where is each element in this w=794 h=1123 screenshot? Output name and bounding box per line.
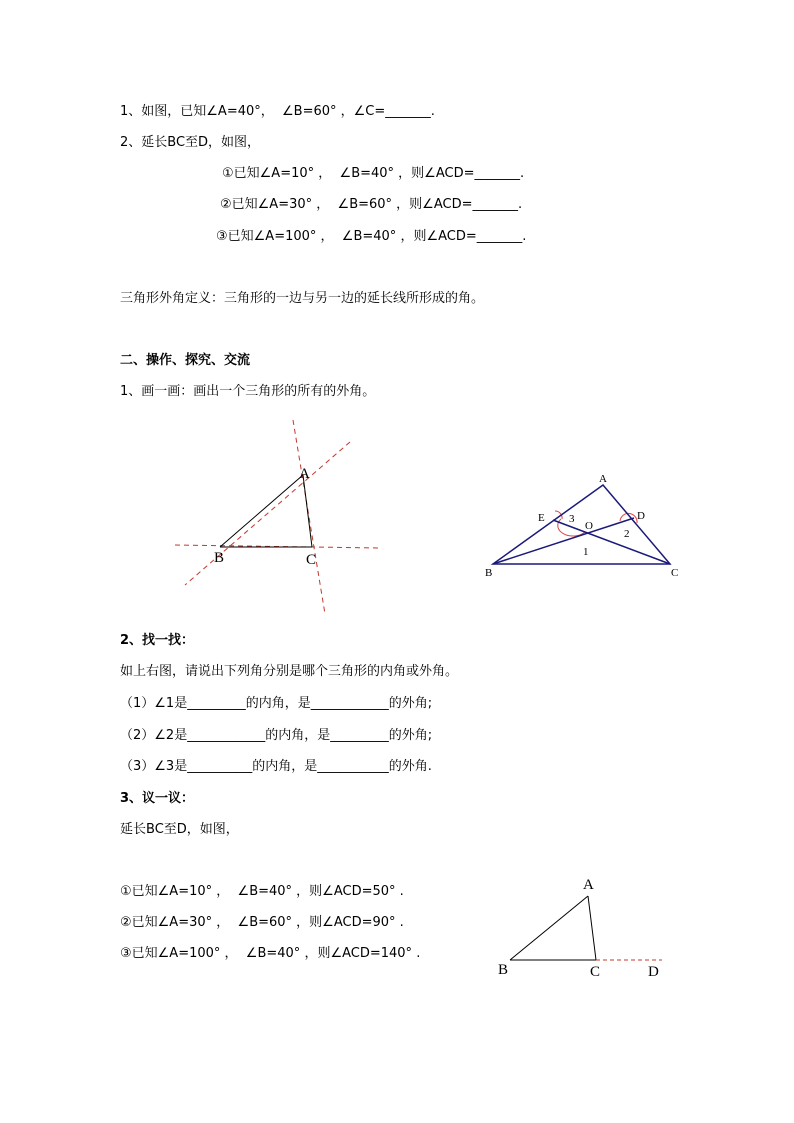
label-c: C [590,964,601,980]
question-1: 1、如图，已知∠A=40°， ∠B=60° ，∠C=_______. [120,104,435,119]
find-item-3: （3）∠3是__________的内角，是___________的外角. [120,759,432,774]
label-d: D [637,510,645,522]
label-a: A [599,473,607,485]
segment-bd [493,518,634,564]
label-b: B [485,567,493,579]
label-e: E [538,512,545,524]
label-o: O [585,520,593,532]
exterior-angle-definition: 三角形外角定义：三角形的一边与另一边的延长线所形成的角。 [120,291,485,306]
draw-task: 1、画一画：画出一个三角形的所有的外角。 [120,384,376,399]
label-c: C [306,552,317,568]
triangle-cevians-figure [480,470,695,582]
question-2-item-3: ③已知∠A=100° ， ∠B=40° ，则∠ACD=_______. [216,229,527,244]
section-heading: 二、操作、探究、交流 [120,353,251,368]
label-a: A [583,877,594,893]
dashed-line-ac-extension [293,420,325,614]
find-task: 2、找一找： [120,633,195,648]
segment-ce [553,520,670,564]
side-ac [588,896,596,960]
label-a: A [299,466,310,482]
discuss-item-1: ①已知∠A=10° ， ∠B=40° ，则∠ACD=50° . [120,884,404,899]
triangle-abc [493,485,670,564]
side-ab [220,475,303,547]
discuss-item-3: ③已知∠A=100° ， ∠B=40° ，则∠ACD=140° . [120,946,421,961]
label-b: B [214,550,225,566]
dashed-line-ab-extension [185,442,350,585]
find-item-1: （1）∠1是_________的内角，是____________的外角; [120,696,433,711]
find-intro: 如上右图，请说出下列角分别是哪个三角形的内角或外角。 [120,664,459,679]
discuss-intro: 延长BC至D，如图， [120,822,239,837]
label-d: D [648,964,659,980]
label-c: C [671,567,679,579]
label-b: B [498,962,509,978]
question-2: 2、延长BC至D，如图， [120,135,261,150]
triangle-extended-figure [490,872,680,982]
triangle-exterior-angles-figure [160,420,390,615]
question-2-item-2: ②已知∠A=30° ， ∠B=60° ，则∠ACD=_______. [220,197,523,212]
angle-1-label: 1 [583,546,589,558]
find-item-2: （2）∠2是____________的内角，是_________的外角; [120,728,433,743]
angle-3-label: 3 [569,513,575,525]
angle-2-label: 2 [624,528,630,540]
discuss-item-2: ②已知∠A=30° ， ∠B=60° ，则∠ACD=90° . [120,915,404,930]
question-2-item-1: ①已知∠A=10° ， ∠B=40° ，则∠ACD=_______. [222,166,525,181]
discuss-task: 3、议一议： [120,791,195,806]
side-ac [303,475,312,547]
side-ab [510,896,588,960]
